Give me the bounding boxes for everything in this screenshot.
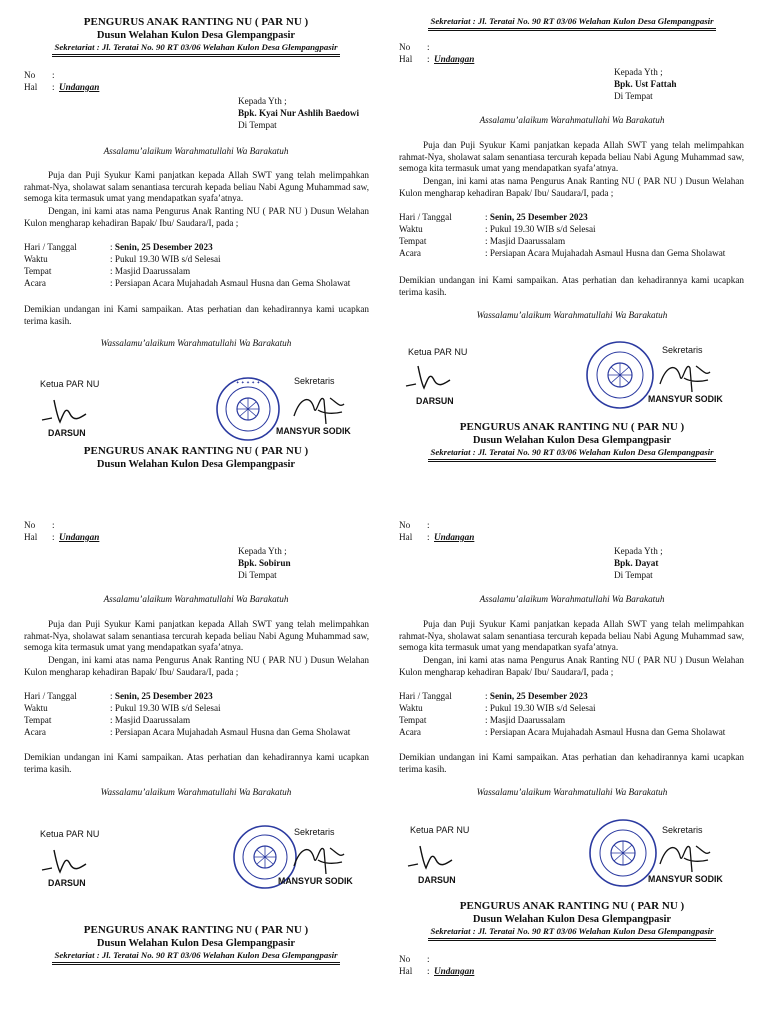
hal-label: Hal: [24, 532, 38, 542]
ketua-name: DARSUN: [418, 875, 456, 885]
ketua-role: Ketua PAR NU: [40, 829, 100, 839]
letter-2-header: [396, 16, 748, 31]
org-address: Sekretariat : Jl. Teratai No. 90 RT 03/06 Welahan Kulon Desa Glempangpasir: [52, 950, 339, 965]
ditempat-label: Di Tempat: [614, 570, 653, 580]
detail-label-place: Tempat: [24, 715, 52, 725]
org-address: Sekretariat : Jl. Teratai No. 90 RT 03/06 Welahan Kulon Desa Glempangpasir: [428, 447, 715, 462]
ketua-signature: [40, 842, 90, 878]
letter-3-header: [20, 445, 372, 471]
letter-4-header: [396, 421, 748, 462]
kepada-label: Kepada Yth ;: [614, 67, 663, 77]
detail-value-date: Senin, 25 Desember 2023: [489, 212, 588, 222]
hal-label: Hal: [399, 966, 413, 976]
hal-value: Undangan: [59, 82, 100, 92]
sekretaris-signature: [656, 836, 716, 876]
no-sep: :: [427, 42, 430, 52]
no-sep: :: [427, 954, 430, 964]
hal-value: Undangan: [434, 54, 475, 64]
nu-stamp-icon: [585, 340, 655, 410]
detail-value-time: Pukul 19.30 WIB s/d Selesai: [489, 703, 596, 713]
sekretaris-name: MANSYUR SODIK: [648, 394, 723, 404]
para-opening: Puja dan Puji Syukur Kami panjatkan kepada Allah SWT yang telah melimpahkan rahmat-Nya, sholawat salam senantiasa tercurah kepada beliau Nabi Agung Muhammad saw, semoga kita termasuk umat yang mendapatkan syafa’atnya.: [24, 619, 369, 653]
org-address: Sekretariat : Jl. Teratai No. 90 RT 03/06 Welahan Kulon Desa Glempangpasir: [428, 16, 715, 31]
letter-6-header: [396, 900, 748, 941]
sekretaris-role: Sekretaris: [294, 376, 335, 386]
org-subtitle: Dusun Welahan Kulon Desa Glempangpasir: [96, 938, 296, 949]
detail-label-place: Tempat: [399, 715, 427, 725]
detail-label-event: Acara: [24, 727, 46, 737]
ketua-signature: [404, 358, 454, 394]
detail-value-date: Senin, 25 Desember 2023: [114, 691, 213, 701]
closing-text: Demikian undangan ini Kami sampaikan. Atas perhatian dan kehadirannya kami ucapkan terima kasih.: [24, 752, 369, 774]
org-address: Sekretariat : Jl. Teratai No. 90 RT 03/06 Welahan Kulon Desa Glempangpasir: [52, 42, 339, 57]
detail-label-date: Hari / Tanggal: [399, 691, 452, 701]
org-subtitle: Dusun Welahan Kulon Desa Glempangpasir: [472, 914, 672, 925]
no-sep: :: [52, 70, 55, 80]
para-invitation: Dengan, ini kami atas nama Pengurus Anak Ranting NU ( PAR NU ) Dusun Welahan Kulon mengharap kehadiran Bapak/ Ibu/ Saudara/I, pada ;: [24, 655, 369, 677]
para-opening: Puja dan Puji Syukur Kami panjatkan kepada Allah SWT yang telah melimpahkan rahmat-Nya, sholawat salam senantiasa tercurah kepada beliau Nabi Agung Muhammad saw, semoga kita termasuk umat yang mendapatkan syafa’atnya.: [399, 140, 744, 174]
kepada-label: Kepada Yth ;: [238, 96, 287, 106]
sekretaris-signature: [656, 356, 716, 396]
kepada-label: Kepada Yth ;: [614, 546, 663, 556]
org-name: PENGURUS ANAK RANTING NU ( PAR NU ): [83, 445, 309, 457]
recipient-name: Bpk. Dayat: [614, 558, 659, 568]
hal-label: Hal: [399, 532, 413, 542]
detail-value-time: Pukul 19.30 WIB s/d Selesai: [114, 703, 221, 713]
recipient-name: Bpk. Kyai Nur Ashlih Baedowi: [238, 108, 360, 118]
salam-open: Assalamu’alaikum Warahmatullahi Wa Barakatuh: [479, 115, 665, 125]
hal-sep: :: [427, 966, 430, 976]
detail-value-place: Masjid Daarussalam: [114, 266, 191, 276]
kepada-label: Kepada Yth ;: [238, 546, 287, 556]
closing-text: Demikian undangan ini Kami sampaikan. Atas perhatian dan kehadirannya kami ucapkan terima kasih.: [399, 275, 744, 297]
no-label: No: [399, 954, 411, 964]
ketua-role: Ketua PAR NU: [40, 379, 100, 389]
ketua-name: DARSUN: [416, 396, 454, 406]
hal-value: Undangan: [59, 532, 100, 542]
ketua-role: Ketua PAR NU: [408, 347, 468, 357]
sekretaris-signature: [290, 838, 350, 878]
org-address: Sekretariat : Jl. Teratai No. 90 RT 03/06 Welahan Kulon Desa Glempangpasir: [428, 926, 715, 941]
letter-5-header: [20, 924, 372, 965]
sekretaris-role: Sekretaris: [662, 825, 703, 835]
salam-close: Wassalamu’alaikum Warahmatullahi Wa Barakatuh: [476, 310, 668, 320]
detail-label-place: Tempat: [399, 236, 427, 246]
ketua-role: Ketua PAR NU: [410, 825, 470, 835]
hal-value: Undangan: [434, 966, 475, 976]
detail-value-event: Persiapan Acara Mujahadah Asmaul Husna dan Gema Sholawat: [114, 727, 351, 737]
org-name: PENGURUS ANAK RANTING NU ( PAR NU ): [459, 421, 685, 433]
hal-sep: :: [427, 532, 430, 542]
detail-label-time: Waktu: [399, 224, 423, 234]
hal-sep: :: [52, 532, 55, 542]
svg-text:✦ ✦ ✦ ✦ ✦: ✦ ✦ ✦ ✦ ✦: [235, 381, 261, 386]
letter-1-header: [20, 16, 372, 57]
org-name: PENGURUS ANAK RANTING NU ( PAR NU ): [83, 16, 309, 28]
salam-open: Assalamu’alaikum Warahmatullahi Wa Barakatuh: [479, 594, 665, 604]
para-invitation: Dengan, ini kami atas nama Pengurus Anak Ranting NU ( PAR NU ) Dusun Welahan Kulon mengharap kehadiran Bapak/ Ibu/ Saudara/I, pada ;: [24, 206, 369, 228]
detail-label-event: Acara: [399, 727, 421, 737]
salam-open: Assalamu’alaikum Warahmatullahi Wa Barakatuh: [103, 594, 289, 604]
salam-close: Wassalamu’alaikum Warahmatullahi Wa Barakatuh: [100, 338, 292, 348]
nu-stamp-icon: [215, 376, 281, 442]
closing-text: Demikian undangan ini Kami sampaikan. Atas perhatian dan kehadirannya kami ucapkan terima kasih.: [399, 752, 744, 774]
detail-label-date: Hari / Tanggal: [24, 691, 77, 701]
sekretaris-signature: [290, 388, 350, 428]
hal-value: Undangan: [434, 532, 475, 542]
salam-close: Wassalamu’alaikum Warahmatullahi Wa Barakatuh: [476, 787, 668, 797]
no-label: No: [24, 70, 36, 80]
detail-value-date: Senin, 25 Desember 2023: [489, 691, 588, 701]
org-subtitle: Dusun Welahan Kulon Desa Glempangpasir: [472, 435, 672, 446]
para-opening: Puja dan Puji Syukur Kami panjatkan kepada Allah SWT yang telah melimpahkan rahmat-Nya, sholawat salam senantiasa tercurah kepada beliau Nabi Agung Muhammad saw, semoga kita termasuk umat yang mendapatkan syafa’atnya.: [24, 170, 369, 204]
detail-value-event: Persiapan Acara Mujahadah Asmaul Husna dan Gema Sholawat: [489, 727, 726, 737]
para-invitation: Dengan, ini kami atas nama Pengurus Anak Ranting NU ( PAR NU ) Dusun Welahan Kulon mengharap kehadiran Bapak/ Ibu/ Saudara/I, pada ;: [399, 655, 744, 677]
detail-value-event: Persiapan Acara Mujahadah Asmaul Husna dan Gema Sholawat: [114, 278, 351, 288]
para-invitation: Dengan, ini kami atas nama Pengurus Anak Ranting NU ( PAR NU ) Dusun Welahan Kulon mengharap kehadiran Bapak/ Ibu/ Saudara/I, pada ;: [399, 176, 744, 198]
detail-value-place: Masjid Daarussalam: [489, 715, 566, 725]
hal-sep: :: [52, 82, 55, 92]
detail-label-date: Hari / Tanggal: [399, 212, 452, 222]
org-subtitle: Dusun Welahan Kulon Desa Glempangpasir: [96, 30, 296, 41]
hal-sep: :: [427, 54, 430, 64]
no-sep: :: [52, 520, 55, 530]
hal-label: Hal: [24, 82, 38, 92]
sekretaris-role: Sekretaris: [294, 827, 335, 837]
sekretaris-name: MANSYUR SODIK: [276, 426, 351, 436]
sekretaris-name: MANSYUR SODIK: [648, 874, 723, 884]
ketua-name: DARSUN: [48, 878, 86, 888]
closing-text: Demikian undangan ini Kami sampaikan. Atas perhatian dan kehadirannya kami ucapkan terima kasih.: [24, 304, 369, 326]
ditempat-label: Di Tempat: [238, 570, 277, 580]
detail-label-time: Waktu: [399, 703, 423, 713]
org-name: PENGURUS ANAK RANTING NU ( PAR NU ): [83, 924, 309, 936]
no-label: No: [399, 42, 411, 52]
ketua-name: DARSUN: [48, 428, 86, 438]
ketua-signature: [40, 392, 90, 428]
recipient-name: Bpk. Ust Fattah: [614, 79, 677, 89]
detail-value-date: Senin, 25 Desember 2023: [114, 242, 213, 252]
detail-label-time: Waktu: [24, 703, 48, 713]
org-subtitle: Dusun Welahan Kulon Desa Glempangpasir: [96, 459, 296, 470]
sekretaris-role: Sekretaris: [662, 345, 703, 355]
salam-open: Assalamu’alaikum Warahmatullahi Wa Barakatuh: [103, 146, 289, 156]
no-label: No: [24, 520, 36, 530]
ditempat-label: Di Tempat: [614, 91, 653, 101]
detail-label-event: Acara: [24, 278, 46, 288]
salam-close: Wassalamu’alaikum Warahmatullahi Wa Barakatuh: [100, 787, 292, 797]
detail-value-event: Persiapan Acara Mujahadah Asmaul Husna dan Gema Sholawat: [489, 248, 726, 258]
detail-label-place: Tempat: [24, 266, 52, 276]
ketua-signature: [406, 838, 456, 874]
detail-value-time: Pukul 19.30 WIB s/d Selesai: [489, 224, 596, 234]
detail-label-time: Waktu: [24, 254, 48, 264]
recipient-name: Bpk. Sobirun: [238, 558, 291, 568]
org-name: PENGURUS ANAK RANTING NU ( PAR NU ): [459, 900, 685, 912]
hal-label: Hal: [399, 54, 413, 64]
no-label: No: [399, 520, 411, 530]
para-opening: Puja dan Puji Syukur Kami panjatkan kepada Allah SWT yang telah melimpahkan rahmat-Nya, sholawat salam senantiasa tercurah kepada beliau Nabi Agung Muhammad saw, semoga kita termasuk umat yang mendapatkan syafa’atnya.: [399, 619, 744, 653]
detail-value-time: Pukul 19.30 WIB s/d Selesai: [114, 254, 221, 264]
ditempat-label: Di Tempat: [238, 120, 277, 130]
detail-label-date: Hari / Tanggal: [24, 242, 77, 252]
no-sep: :: [427, 520, 430, 530]
sekretaris-name: MANSYUR SODIK: [278, 876, 353, 886]
detail-value-place: Masjid Daarussalam: [114, 715, 191, 725]
detail-value-place: Masjid Daarussalam: [489, 236, 566, 246]
detail-label-event: Acara: [399, 248, 421, 258]
